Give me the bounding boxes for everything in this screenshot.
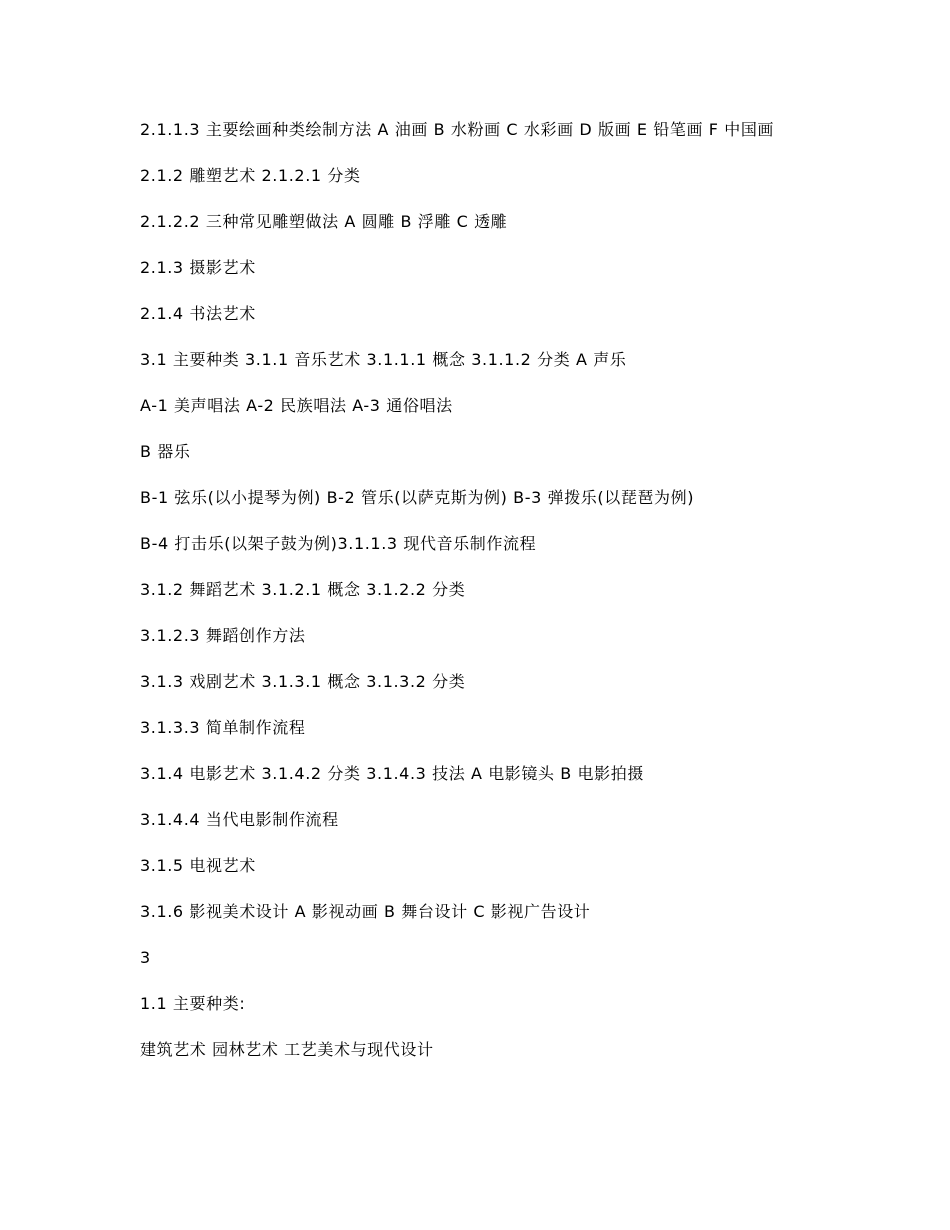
text-line: 2.1.4 书法艺术 xyxy=(140,304,256,323)
text-line: 3.1.6 影视美术设计 A 影视动画 B 舞台设计 C 影视广告设计 xyxy=(140,902,591,921)
text-line: 3.1.2 舞蹈艺术 3.1.2.1 概念 3.1.2.2 分类 xyxy=(140,580,466,599)
text-line: 2.1.2 雕塑艺术 2.1.2.1 分类 xyxy=(140,166,361,185)
text-line: B-4 打击乐(以架子鼓为例)3.1.1.3 现代音乐制作流程 xyxy=(140,534,537,553)
text-line: 2.1.1.3 主要绘画种类绘制方法 A 油画 B 水粉画 C 水彩画 D 版画 E 铅笔画 F 中国画 xyxy=(140,120,775,139)
text-line: 3.1 主要种类 3.1.1 音乐艺术 3.1.1.1 概念 3.1.1.2 分类 A 声乐 xyxy=(140,350,627,369)
text-line: 1.1 主要种类: xyxy=(140,994,246,1013)
text-line: B-1 弦乐(以小提琴为例) B-2 管乐(以萨克斯为例) B-3 弹拨乐(以琵琶为例) xyxy=(140,488,695,507)
text-line: 3.1.3 戏剧艺术 3.1.3.1 概念 3.1.3.2 分类 xyxy=(140,672,466,691)
text-line: 2.1.2.2 三种常见雕塑做法 A 圆雕 B 浮雕 C 透雕 xyxy=(140,212,508,231)
text-line: A-1 美声唱法 A-2 民族唱法 A-3 通俗唱法 xyxy=(140,396,453,415)
text-line: B 器乐 xyxy=(140,442,191,461)
text-line: 3.1.5 电视艺术 xyxy=(140,856,256,875)
text-line: 3.1.4.4 当代电影制作流程 xyxy=(140,810,339,829)
document-page xyxy=(140,116,820,1082)
text-line: 2.1.3 摄影艺术 xyxy=(140,258,256,277)
text-line: 建筑艺术 园林艺术 工艺美术与现代设计 xyxy=(140,1040,434,1059)
text-line: 3.1.4 电影艺术 3.1.4.2 分类 3.1.4.3 技法 A 电影镜头 B 电影拍摄 xyxy=(140,764,644,783)
text-line: 3.1.2.3 舞蹈创作方法 xyxy=(140,626,306,645)
page-number: 3 xyxy=(140,948,151,967)
text-line: 3.1.3.3 简单制作流程 xyxy=(140,718,306,737)
